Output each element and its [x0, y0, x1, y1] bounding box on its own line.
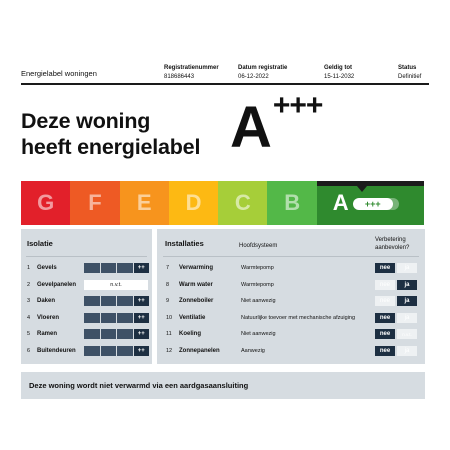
installations-panel: [157, 229, 425, 364]
recommendation-no: nee: [375, 346, 395, 356]
recommendation-yes: ja: [397, 346, 417, 356]
isolation-rating-bar: [84, 346, 149, 356]
recommendation-no: nee: [375, 329, 395, 339]
main-system-header: Hoofdsysteem: [239, 243, 278, 249]
isolation-rating-cell: [84, 296, 100, 306]
header-divider: [21, 83, 429, 85]
valid-until: [324, 64, 354, 82]
isolation-rating-cell: [117, 346, 133, 356]
installation-row-number: 9: [166, 298, 170, 304]
isolation-rating-cell: [117, 329, 133, 339]
scale-class-g: [21, 181, 70, 225]
registration-number: [164, 64, 219, 82]
installation-row-number: 11: [166, 331, 172, 337]
recommendation-yes: ja: [397, 280, 417, 290]
isolation-row: [27, 328, 148, 340]
valid-until-value: 15-11-2032: [324, 74, 355, 80]
installation-row: [166, 312, 420, 324]
isolation-rating-bar: [84, 296, 149, 306]
isolation-rating-cell: [84, 329, 100, 339]
scale-class-a: [317, 181, 424, 225]
scale-active-pill: +++: [353, 198, 393, 210]
installation-row-number: 7: [166, 265, 170, 271]
installation-row-number: 8: [166, 281, 170, 288]
isolation-row-name: Gevels: [37, 265, 57, 271]
installation-row-name: Verwarming: [179, 265, 214, 271]
energy-label-letter: A: [230, 95, 272, 160]
scale-class-letter: A: [332, 190, 349, 215]
recommendation-yes: ja: [397, 263, 417, 273]
recommendation-no: nee: [375, 296, 395, 306]
isolation-rating-cell: [117, 296, 133, 306]
scale-class-letter: E: [136, 190, 152, 215]
scale-class-f: [70, 181, 119, 225]
scale-class-d: [169, 181, 218, 225]
isolation-row-number: 4: [27, 314, 31, 321]
isolation-rating-cell: ++: [134, 346, 150, 356]
isolation-row: [27, 262, 148, 274]
isolation-rating-bar: [84, 313, 149, 323]
installation-main-system: Warmtepomp: [241, 265, 274, 271]
recommendation-yes: n.v.t.: [397, 329, 417, 339]
isolation-rating-cell: [84, 346, 100, 356]
isolation-rating-cell: [101, 263, 117, 273]
installation-row-number: 10: [166, 314, 173, 321]
installation-row-name: Koeling: [179, 331, 201, 337]
installations-title: Installaties: [165, 239, 204, 248]
scale-class-letter: G: [37, 190, 55, 215]
headline: [21, 108, 200, 160]
installation-main-system: Warmtepomp: [241, 281, 274, 288]
headline-line-2: heeft energielabel: [21, 135, 201, 159]
recommendation-no: nee: [375, 313, 395, 323]
registration-number-value: 818686443: [164, 74, 195, 80]
installation-row: [166, 262, 420, 274]
isolation-rating-cell: ++: [134, 313, 150, 323]
recommendation-no: nee: [375, 280, 395, 290]
headline-line-1: Deze woning: [21, 109, 151, 133]
isolation-rating-cell: ++: [134, 296, 150, 306]
isolation-not-applicable: n.v.t.: [84, 280, 148, 290]
gas-connection-note: Deze woning wordt niet verwarmd via een aardgasaansluiting: [21, 372, 425, 399]
scale-class-letter: C: [234, 190, 251, 215]
registration-date-value: 06-12-2022: [238, 74, 269, 80]
installations-divider: [163, 256, 419, 257]
isolation-panel: [21, 229, 152, 364]
installation-main-system: Niet aanwezig: [241, 298, 276, 304]
isolation-row-number: 2: [27, 281, 31, 288]
registration-date-label: Datum registratie: [238, 65, 288, 71]
installation-row: [166, 279, 420, 291]
isolation-rating-cell: [101, 313, 117, 323]
recommendation-no: nee: [375, 263, 395, 273]
status: [398, 64, 421, 82]
isolation-row: [27, 279, 148, 291]
recommendation-yes: ja: [397, 313, 417, 323]
isolation-row-number: 3: [27, 298, 31, 304]
installation-main-system: Natuurlijke toevoer met mechanische afzuiging: [241, 314, 356, 321]
isolation-rating-cell: [101, 296, 117, 306]
installation-row-name: Ventilatie: [179, 314, 206, 321]
installation-row: [166, 345, 420, 357]
isolation-rating-cell: [101, 346, 117, 356]
energy-label-plus: +++: [272, 89, 323, 122]
isolation-row: [27, 312, 148, 324]
status-value: Definitief: [398, 74, 422, 80]
isolation-rating-cell: ++: [134, 263, 150, 273]
isolation-row-name: Vloeren: [37, 314, 60, 321]
isolation-rating-cell: [117, 313, 133, 323]
isolation-row-name: Ramen: [37, 331, 58, 337]
scale-class-letter: B: [284, 190, 301, 215]
isolation-row-name: Daken: [37, 298, 56, 304]
valid-until-label: Geldig tot: [324, 65, 352, 71]
installation-row: [166, 295, 420, 307]
isolation-row: [27, 345, 148, 357]
isolation-rating-cell: [117, 263, 133, 273]
installation-row-name: Zonnepanelen: [179, 347, 220, 354]
scale-class-letter: F: [88, 190, 102, 215]
installation-main-system: Aanwezig: [241, 347, 265, 354]
isolation-rating-cell: [101, 329, 117, 339]
isolation-rating-cell: [84, 313, 100, 323]
scale-class-c: [218, 181, 267, 225]
scale-class-letter: D: [185, 190, 202, 215]
installation-main-system: Niet aanwezig: [241, 331, 276, 337]
installation-row-number: 12: [166, 347, 173, 354]
installation-row-name: Zonneboiler: [179, 298, 214, 304]
isolation-row-number: 6: [27, 347, 31, 354]
isolation-title: Isolatie: [27, 239, 53, 248]
isolation-rating-bar: [84, 263, 149, 273]
registration-date: [238, 64, 287, 82]
installation-row-name: Warm water: [179, 281, 213, 288]
status-label: Status: [398, 65, 417, 71]
isolation-divider: [26, 256, 147, 257]
isolation-row: [27, 295, 148, 307]
scale-class-b: [267, 181, 316, 225]
isolation-rating-cell: ++: [134, 329, 150, 339]
isolation-rating-cell: [84, 263, 100, 273]
installation-row: [166, 328, 420, 340]
registration-number-label: Registratienummer: [164, 65, 219, 71]
isolation-row-number: 5: [27, 331, 31, 337]
recommended-header: Verbetering aanbevolen?: [375, 237, 410, 251]
document-title: Energielabel woningen: [21, 69, 97, 78]
isolation-rating-bar: [84, 329, 149, 339]
scale-class-e: [120, 181, 169, 225]
energy-scale: [21, 181, 424, 225]
isolation-row-name: Gevelpanelen: [37, 281, 77, 288]
isolation-row-number: 1: [27, 265, 31, 271]
isolation-row-name: Buitendeuren: [37, 347, 76, 354]
recommendation-yes: ja: [397, 296, 417, 306]
energy-label-rating: [230, 89, 323, 168]
